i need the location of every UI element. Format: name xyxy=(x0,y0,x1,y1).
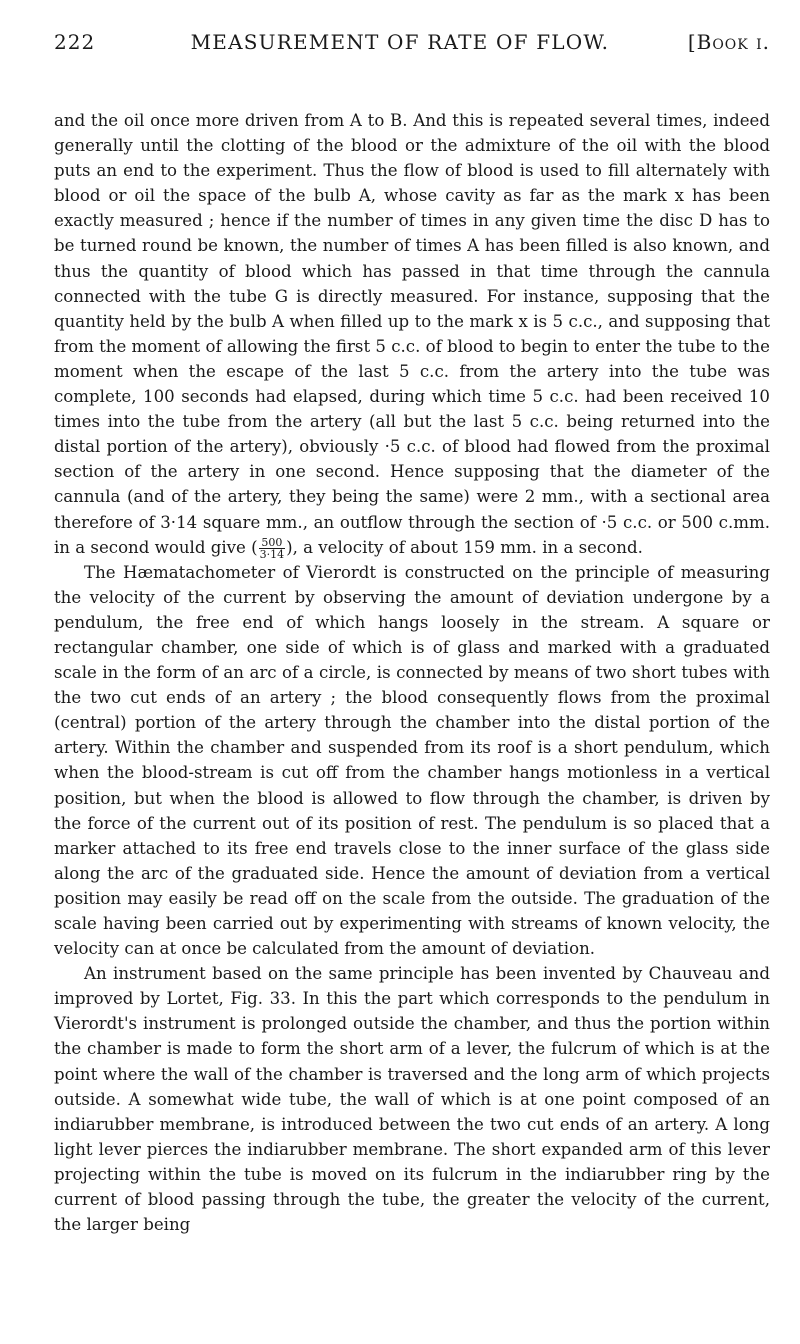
fraction-numerator: 500 xyxy=(259,537,286,549)
fraction-denominator: 3·14 xyxy=(259,547,285,561)
paragraph-2: The Hæmatachometer of Vierordt is constructed on the principle of measuring the velocity of the current by observing the amount of deviation undergone by a pendulum, the free end of which hangs loosely in the stream. A square or rectangular chamber, one side of which is of glass and marked with a graduated scale in the form of an arc of a circle, is connected by means of two short tubes with the two cut ends of an artery ; the blood consequently flows from the proximal (central) portion of the artery through the chamber into the distal portion of the artery. Within the chamber and suspended from its roof is a short pendulum, which when the blood-stream is cut off from the chamber hangs motionless in a vertical position, but when the blood is allowed to flow through the chamber, is driven by the force of the current out of its position of rest. The pendulum is so placed that a marker attached to its free end travels close to the inner surface of the glass side along the arc of the graduated side. Hence the amount of deviation from a vertical position may easily be read off on the scale from the outside. The graduation of the scale having been carried out by experimenting with streams of known velocity, the velocity can at once be calculated from the amount of deviation. xyxy=(54,562,770,959)
paragraph-1-text: and the oil once more driven from A to B. And this is repeated several times, indeed generally until the clotting of the blood or the admixture of the oil with the blood puts an end to the experiment. Thus the flow of blood is used to fill alternately with blood or oil the space of the bulb A, whose cavity as far as the mark x has been exactly measured ; hence if the number of times in any given time the disc D has to be turned round be known, the number of times A has been filled is also known, and thus the quantity of blood which has passed in that time through the cannula connected with the tube G is directly measured. For instance, supposing that the quantity held by the bulb A when filled up to the mark x is 5 c.c., and supposing that from the moment of allowing the first 5 c.c. of blood to begin to enter the tube to the moment when the escape of the last 5 c.c. from the artery into the tube was complete, 100 seconds had elapsed, during which time 5 c.c. had been received 10 times into the tube from the artery (all but the last 5 c.c. being returned into the distal portion of the artery), obviously ·5 c.c. of blood had flowed from the proximal section of the artery in one second. Hence supposing that the diameter of the cannula (and of the artery, they being the same) were 2 mm., with a sectional area therefore of 3·14 square mm., an outflow through the section of ·5 c.c. or 500 c.mm. in a second would give ( xyxy=(54,111,770,557)
paragraph-1-tail: ), a velocity of about 159 mm. in a second. xyxy=(286,537,643,557)
running-title: MEASUREMENT OF RATE OF FLOW. xyxy=(190,30,610,54)
paragraph-3: An instrument based on the same principle has been invented by Chauveau and improved by Lortet, Fig. 33. In this the part which corresponds to the pendulum in Vierordt's instrument is prolonged outside the chamber, and thus the portion within the chamber is made to form the short arm of a lever, the fulcrum of which is at the point where the wall of the chamber is traversed and the long arm of which projects outside. A somewhat wide tube, the wall of which is at one point composed of an indiarubber membrane, is introduced between the two cut ends of an artery. A long light lever pierces the indiarubber membrane. The short expanded arm of this lever projecting within the tube is moved on its fulcrum in the indiarubber ring by the current of blood passing through the tube, the greater the velocity of the current, the larger being xyxy=(54,964,770,1235)
fraction xyxy=(259,537,286,560)
page-number: 222 xyxy=(54,30,96,54)
paragraph-1 xyxy=(54,108,770,560)
body-text xyxy=(54,108,770,1237)
book-page xyxy=(54,30,770,1237)
running-head xyxy=(54,30,770,70)
book-reference: [Book i. xyxy=(687,30,770,54)
